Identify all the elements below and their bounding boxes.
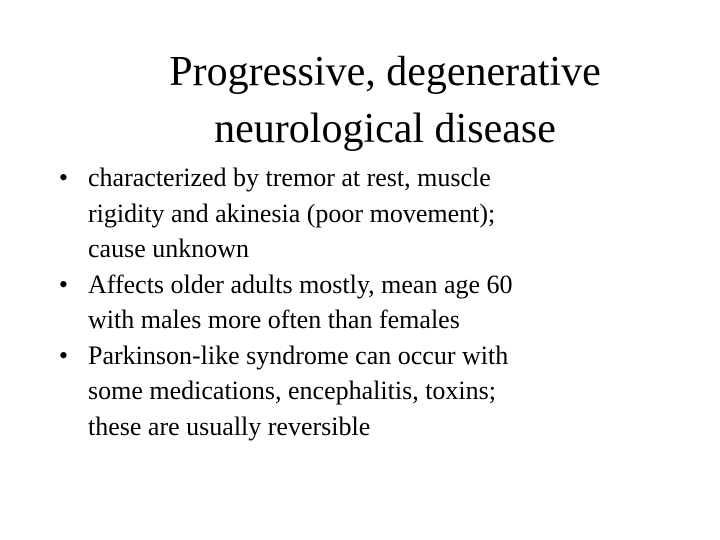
bullet-3-line-2: some medications, encephalitis, toxins; [88, 376, 496, 405]
bullet-2-line-2: with males more often than females [88, 305, 460, 334]
bullet-1-line-1: characterized by tremor at rest, muscle [88, 163, 491, 192]
bullet-2-line-1: Affects older adults mostly, mean age 60 [88, 269, 513, 299]
bullet-icon: • [58, 269, 68, 299]
bullet-item-1 [28, 160, 678, 267]
bullet-item-3 [28, 338, 678, 445]
slide-title-line-2: neurological disease [214, 106, 556, 152]
bullet-1-line-3: cause unknown [88, 234, 250, 263]
slide-title-line-1: Progressive, degenerative [169, 49, 601, 95]
slide-title [90, 44, 680, 158]
bullet-icon: • [58, 340, 68, 370]
bullet-1-line-2: rigidity and akinesia (poor movement); [88, 198, 496, 228]
bullet-3-line-1: Parkinson-like syndrome can occur with [88, 340, 509, 370]
bullet-item-2 [28, 267, 678, 338]
bullet-list [28, 160, 678, 444]
bullet-icon: • [58, 163, 68, 192]
bullet-3-line-3: these are usually reversible [88, 411, 371, 441]
